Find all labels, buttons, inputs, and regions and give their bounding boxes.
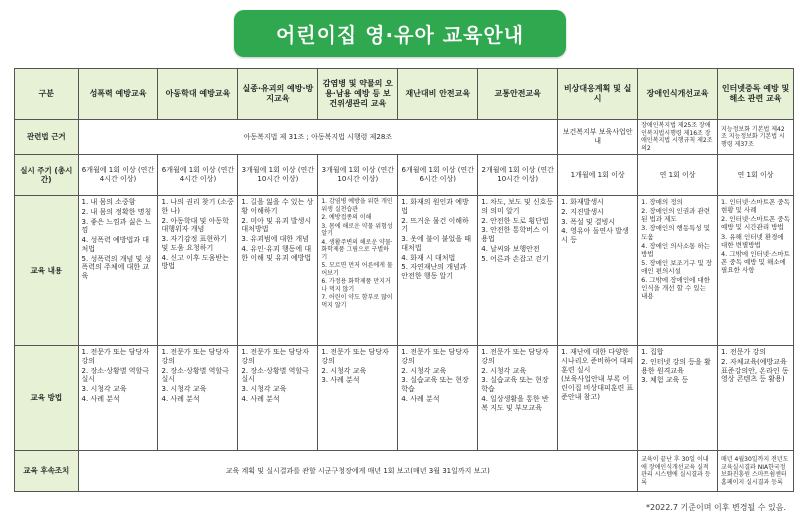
list-item: 5. 장애인 보조기구 및 장애인 편의시설 — [641, 258, 713, 275]
row-label: 실시 주기 (총시간) — [15, 155, 79, 196]
method-cell — [158, 346, 238, 451]
list-item: 4. 날씨와 보행안전 — [481, 244, 540, 253]
method-row — [15, 346, 794, 451]
content-cell — [158, 196, 238, 346]
list-item: 3. 장애인의 행동특성 및 도움 — [641, 224, 711, 241]
list-item: 1. 전문가 강의 — [721, 348, 766, 356]
basis-disability-cell: 장애인복지법 제25조 장애인복지법시행령 제16조 장애인복지법 시행규칙 제2조의2 — [638, 120, 718, 155]
list-item: 2. 장소·상황별 역할극 실시 — [161, 366, 229, 384]
method-cell — [478, 346, 558, 451]
content-cell — [78, 196, 158, 346]
header-row — [15, 69, 794, 120]
list-item: 6. 그밖에 장애인에 대한 인식을 개선 할 수 있는 내용 — [641, 276, 711, 301]
column-header: 감염병 및 약물의 오용·남용 예방 등 보건위생관리 교육 — [318, 69, 398, 120]
list-item: 1. 화재의 원인과 예방법 — [401, 198, 469, 215]
list-item: 3. 사례 분석 — [321, 376, 360, 385]
list-item: 3. 실습교육 또는 현장학습 — [481, 376, 549, 393]
column-header: 인터넷중독 예방 및 해소 관련 교육 — [718, 69, 794, 120]
column-header: 비상대응계획 및 실시 — [558, 69, 638, 120]
footnote: *2022.7 기준이며 이후 변경될 수 있음. — [646, 503, 786, 512]
list-item: 2. 인터넷·스마트폰 중독 예방 및 시간관리 방법 — [721, 215, 790, 232]
list-item: 2. 안전한 도로 횡단법 — [481, 216, 549, 225]
list-item: (보육사업안내 부록 어린이집 비상대피훈련 표준안내 참고) — [561, 375, 634, 401]
basis-row — [15, 120, 794, 155]
row-label: 교육 방법 — [15, 346, 79, 451]
cycle-row — [15, 155, 794, 196]
list-item: 4. 사례 분석 — [241, 394, 280, 403]
list-item: 2. 시청각 교육 — [481, 366, 527, 375]
list-item: 2. 장소·상황별 역할극 실시 — [81, 366, 149, 384]
list-item: 1. 차도, 보도 및 신호등의 의미 알기 — [481, 198, 554, 215]
content-cell — [558, 196, 638, 346]
column-header: 재난대비 안전교육 — [398, 69, 478, 120]
title-banner — [0, 10, 800, 57]
method-cell — [558, 346, 638, 451]
list-item: 2. 시청각 교육 — [321, 366, 367, 375]
content-cell — [398, 196, 478, 346]
content-cell — [718, 196, 794, 346]
list-item: 5. 성폭력의 개념 및 성폭력의 주체에 대한 교육 — [81, 254, 152, 280]
cycle-cell: 연 1회 이상 — [638, 155, 718, 196]
list-item: 3. 시청각 교육 — [161, 385, 207, 393]
education-table — [14, 68, 794, 492]
list-item: 3. 폭설 및 결빙시 — [561, 217, 616, 226]
list-item: 1. 나의 권리 찾기 (소중한 나) — [161, 198, 234, 215]
list-item: 1. 전문가 또는 담당자 강의 — [321, 348, 389, 365]
cycle-cell: 2개월에 1회 이상 (연간 10시간 이상) — [478, 155, 558, 196]
list-item: 3. 시청각 교육 — [241, 385, 287, 393]
list-item: 2. 시청각 교육 — [401, 366, 447, 375]
list-item: 3. 안전한 통학버스 이용법 — [481, 226, 549, 243]
list-item: 3. 자기감정 표현하기 및 도움 요청하기 — [161, 235, 227, 252]
list-item: 4. 장애인 의사소통 하는 방법 — [641, 241, 711, 258]
list-item: 3. 체험 교육 등 — [641, 376, 689, 385]
column-header: 아동학대 예방교육 — [158, 69, 238, 120]
list-item: 2. 장소·상황별 역할극 실시 — [241, 366, 309, 384]
cycle-cell: 6개월에 1회 이상 (연간 6시간 이상) — [398, 155, 478, 196]
list-item: 4. 그밖에 인터넷·스마트폰 중독 예방 및 해소에 필요한 사항 — [721, 249, 790, 274]
list-item: 4. 유인·유괴 행동에 대한 이해 및 유괴 예방법 — [241, 244, 312, 262]
list-item: 4. 생활주변의 해로운 약물·화학제품 그림으로 구별하기 — [321, 238, 393, 261]
list-item: 3. 시청각 교육 — [81, 385, 127, 393]
list-item: 3. 좋은 느낌과 싫은 느낌 — [81, 217, 152, 235]
list-item: 1. 재난에 대한 다양한 시나리오 준비하여 대피훈련 실시 — [561, 348, 634, 374]
list-item: 2. 아동학대 및 아동학대행위자 개념 — [161, 216, 229, 234]
method-cell — [398, 346, 478, 451]
cycle-cell: 6개월에 1회 이상 (연간 4시간 이상) — [78, 155, 158, 196]
list-item: 3. 옷에 불이 붙었을 때 대처법 — [401, 235, 471, 252]
list-item: 4. 사례 분석 — [401, 394, 440, 403]
list-item: 3. 몸에 해로운 약물 위험성 알기 — [321, 222, 393, 237]
list-item: 1. 내 몸의 소중함 — [81, 198, 136, 206]
method-cell — [638, 346, 718, 451]
method-cell — [238, 346, 318, 451]
list-item: 1. 전문가 또는 담당자 강의 — [401, 348, 469, 365]
list-item: 4. 영유아 돌연사 발생시 등 — [561, 227, 629, 244]
list-item: 4. 사례 분석 — [81, 394, 120, 403]
list-item: 1. 감염병 예방을 위한 개인위생 실천습관 — [321, 198, 393, 213]
row-label: 관련법 근거 — [15, 120, 79, 155]
follow-row — [15, 451, 794, 492]
list-item: 7. 어린이 약도 함부로 많이 먹지 않기 — [321, 294, 393, 309]
list-item: 1. 장애의 정의 — [641, 198, 683, 206]
column-header: 성폭력 예방교육 — [78, 69, 158, 120]
follow-internet-cell: 매년 4월30일까지 전년도 교육실시결과 NIA한국정보화진흥원 스마트쉼센터 홈페이지 실시결과 등록 — [718, 451, 794, 492]
list-item: 4. 일상생활을 통한 반복 지도 및 부모교육 — [481, 394, 549, 412]
basis-emergency-cell: 보건복지부 보육사업안내 — [558, 120, 638, 155]
content-cell — [318, 196, 398, 346]
content-row — [15, 196, 794, 346]
list-item: 3. 유괴범에 대한 개념 — [241, 235, 309, 243]
method-cell — [718, 346, 794, 451]
list-item: 2. 뜨거운 물건 이해하기 — [401, 216, 469, 234]
list-item: 2. 장애인의 인권과 관련된 법과 제도 — [641, 207, 711, 224]
content-cell — [478, 196, 558, 346]
basis-merged-cell: 아동복지법 제 31조 ; 아동복지법 시행령 제28조 — [78, 120, 558, 155]
list-item: 2. 예방접종의 이해 — [321, 214, 372, 221]
row-label: 교육 후속조치 — [15, 451, 79, 492]
list-item: 3. 유해 인터넷 환경에 대한 변별방법 — [721, 232, 784, 249]
column-header: 실종·유괴의 예방·방지교육 — [238, 69, 318, 120]
basis-internet-cell: 지능정보화 기본법 제42조 지능정보화 기본법 시행령 제37조 — [718, 120, 794, 155]
page-title: 어린이집 영·유아 교육안내 — [234, 10, 566, 57]
list-item: 2. 인터넷 강의 등을 활용한 원격교육 — [641, 357, 711, 375]
list-item: 1. 전문가 또는 담당자 강의 — [481, 348, 549, 365]
list-item: 2. 내 몸의 정확한 명칭 — [81, 207, 152, 216]
list-item: 2. 자체교육(예방교육 표준강의안, 온라인 동영상 콘텐츠 등 활용) — [721, 357, 789, 384]
cycle-cell: 3개월에 1회 이상 (연간 10시간 이상) — [318, 155, 398, 196]
list-item: 2. 미아 및 유괴 발생시 대처방법 — [241, 216, 312, 234]
cycle-cell: 1개월에 1회 이상 — [558, 155, 638, 196]
list-item: 3. 실습교육 또는 현장학습 — [401, 376, 469, 393]
follow-disability-cell: 교육이 끝난 후 30일 이내에 장애인식개선교육 실적 관리 시스템에 실시결과 등록 — [638, 451, 718, 492]
method-cell — [78, 346, 158, 451]
column-header: 교통안전교육 — [478, 69, 558, 120]
list-item: 1. 전문가 또는 담당자 강의 — [81, 348, 149, 365]
cycle-cell: 연 1회 이상 — [718, 155, 794, 196]
list-item: 5. 모르면 먼저 어른에게 물어보기 — [321, 262, 393, 277]
list-item: 1. 화재발생시 — [561, 198, 604, 206]
cycle-cell: 6개월에 1회 이상 (연간 4시간 이상) — [158, 155, 238, 196]
cycle-cell: 3개월에 1회 이상 (연간 10시간 이상) — [238, 155, 318, 196]
content-cell — [238, 196, 318, 346]
list-item: 4. 성폭력 예방법과 대처법 — [81, 236, 149, 253]
content-cell — [638, 196, 718, 346]
list-item: 1. 전문가 또는 담당자 강의 — [161, 348, 229, 365]
row-label: 교육 내용 — [15, 196, 79, 346]
list-item: 6. 가정용 화학제품 만지거나 먹지 않기 — [321, 278, 391, 293]
list-item: 1. 집합 — [641, 348, 664, 356]
list-item: 4. 신고 이후 도움받는 방법 — [161, 253, 229, 271]
list-item: 1. 인터넷·스마트폰 중독 현황 및 사례 — [721, 198, 790, 215]
list-item: 5. 자연재난의 개념과 안전한 행동 알기 — [401, 263, 467, 280]
list-item: 2. 지진발생시 — [561, 207, 604, 216]
category-header: 구분 — [15, 69, 79, 120]
column-header: 장애인식개선교육 — [638, 69, 718, 120]
list-item: 4. 사례 분석 — [161, 394, 200, 403]
list-item: 1. 길을 잃을 수 있는 상황 이해하기 — [241, 198, 314, 215]
follow-merged-cell: 교육 계획 및 실시결과를 관할 시군구청장에게 매년 1회 보고(매년 3월 31일까지 보고) — [78, 451, 638, 492]
list-item: 4. 화재 시 대처법 — [401, 253, 456, 262]
list-item: 1. 전문가 또는 담당자 강의 — [241, 348, 309, 365]
method-cell — [318, 346, 398, 451]
list-item: 5. 어른과 손잡고 걷기 — [481, 254, 549, 263]
